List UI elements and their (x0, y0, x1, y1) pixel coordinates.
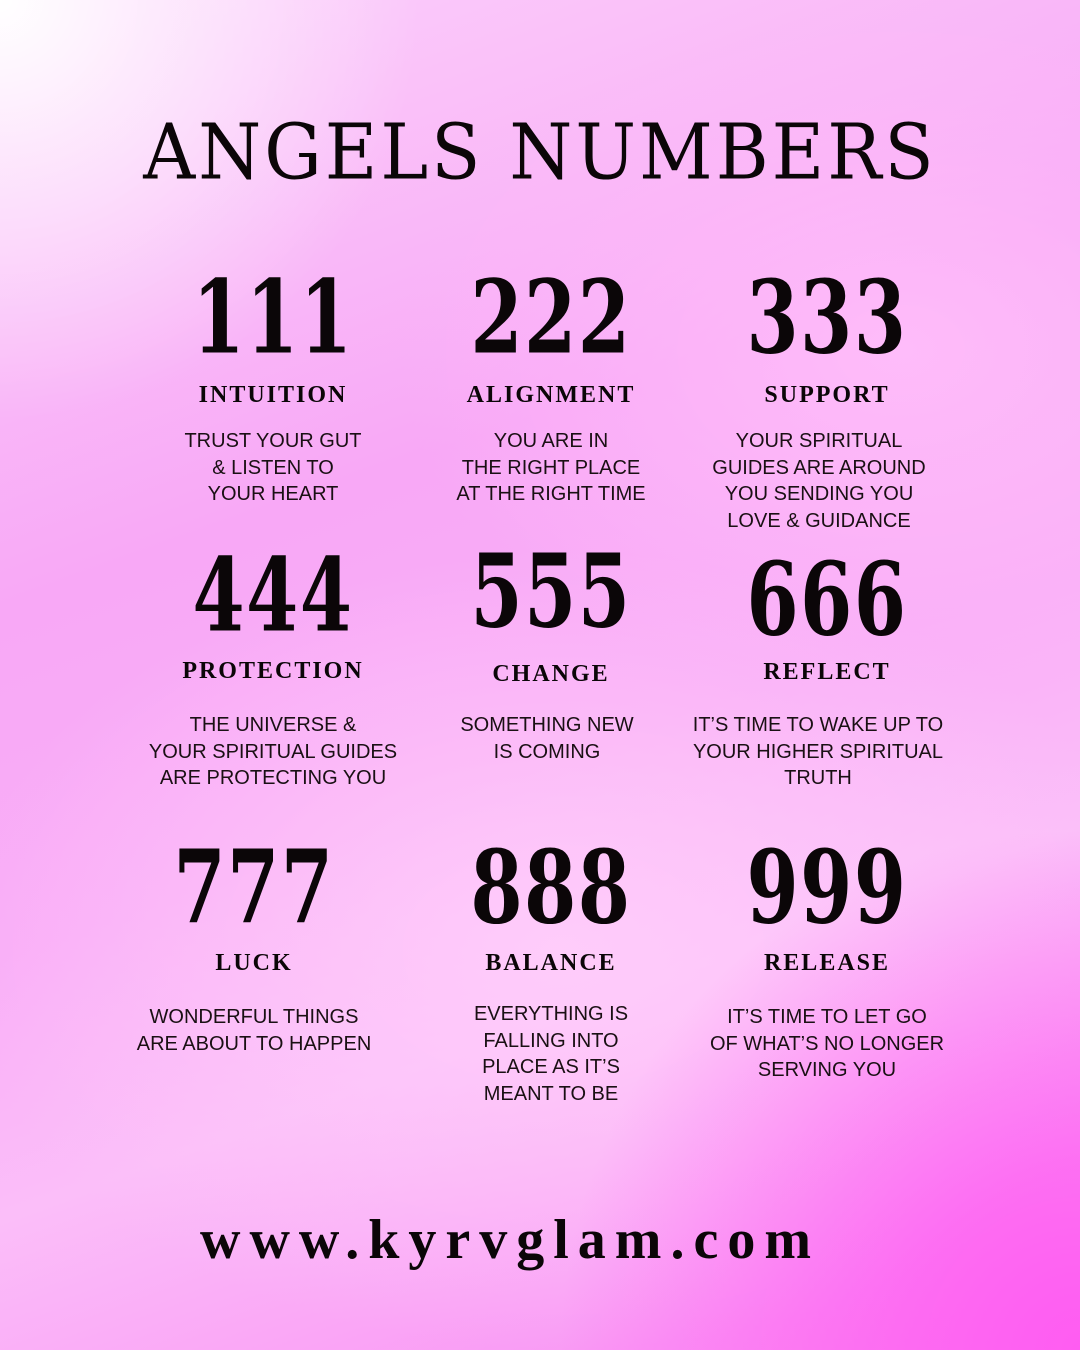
website-url: www.kyrvglam.com (200, 1209, 820, 1271)
angel-number: 444 (192, 536, 354, 655)
angel-number: 222 (470, 258, 632, 377)
angel-number-description: THE UNIVERSE & YOUR SPIRITUAL GUIDES ARE PROTECTING YOU (148, 714, 398, 789)
angel-number-description: IT’S TIME TO WAKE UP TO YOUR HIGHER SPIRITUAL TRUTH (692, 714, 944, 789)
angel-number-label: BALANCE (485, 950, 617, 976)
angel-number-label: REFLECT (763, 659, 891, 685)
angel-number: 999 (746, 828, 908, 947)
page-title: ANGELS NUMBERS (143, 107, 937, 197)
angel-number-label: CHANGE (492, 661, 610, 687)
angel-number-label: LUCK (215, 950, 293, 976)
angel-number: 666 (746, 540, 908, 659)
angel-number-label: ALIGNMENT (466, 382, 636, 408)
angel-number-label: SUPPORT (764, 382, 890, 408)
angel-number-description: TRUST YOUR GUT & LISTEN TO YOUR HEART (184, 430, 362, 505)
angel-number-description: YOUR SPIRITUAL GUIDES ARE AROUND YOU SENDING YOU LOVE & GUIDANCE (712, 430, 926, 532)
angel-number: 111 (192, 258, 354, 377)
angel-number: 333 (746, 258, 908, 377)
angel-number-description: YOU ARE IN THE RIGHT PLACE AT THE RIGHT TIME (456, 430, 646, 505)
angel-number-description: EVERYTHING IS FALLING INTO PLACE AS IT’S MEANT TO BE (473, 1003, 629, 1105)
angel-number-label: INTUITION (198, 382, 348, 408)
angel-number: 555 (470, 532, 632, 651)
angel-number-description: IT’S TIME TO LET GO OF WHAT’S NO LONGER SERVING YOU (709, 1006, 945, 1081)
angel-number-label: PROTECTION (182, 658, 364, 684)
angel-number: 777 (173, 828, 335, 947)
angel-number: 888 (470, 828, 632, 947)
angel-number-description: SOMETHING NEW IS COMING (460, 714, 634, 763)
angel-number-description: WONDERFUL THINGS ARE ABOUT TO HAPPEN (136, 1006, 372, 1055)
angel-number-label: RELEASE (763, 950, 891, 976)
